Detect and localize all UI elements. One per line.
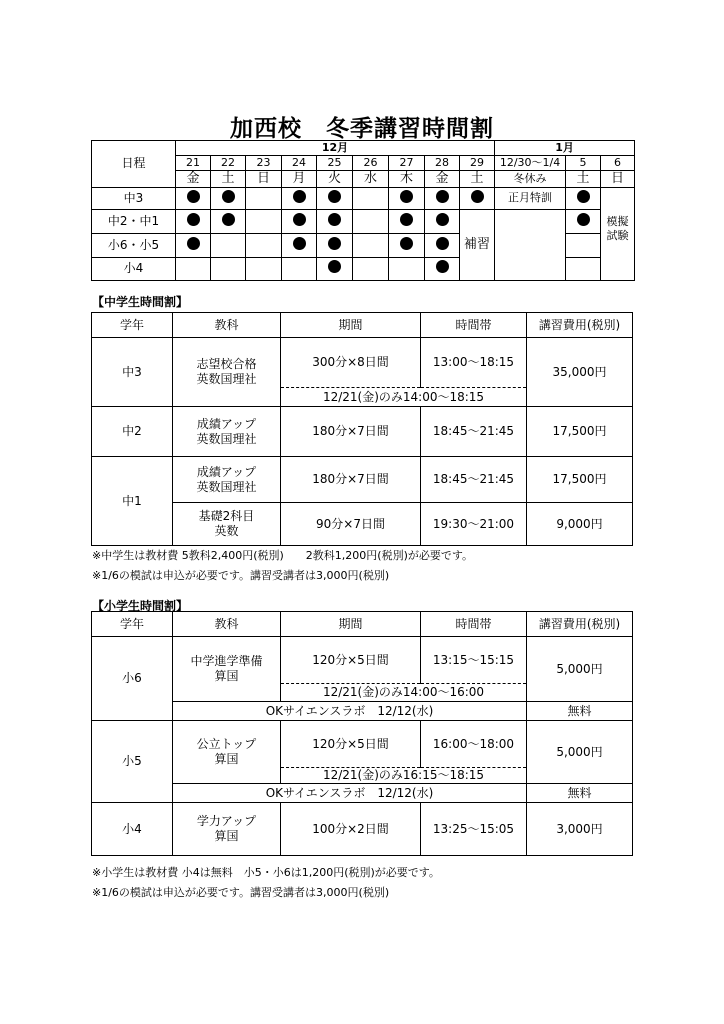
header-period: 期間 <box>281 313 421 338</box>
date-cell: 6 <box>601 155 635 170</box>
period-cell: 120分×5日間 <box>281 721 421 768</box>
schedule-cell <box>246 257 282 280</box>
time-cell: 18:45～21:45 <box>421 457 527 503</box>
subject-cell: 公立トップ 算国 <box>173 721 281 784</box>
new-year-intensive: 正月特訓 <box>495 187 566 209</box>
class-day-dot <box>222 213 235 226</box>
time-cell: 13:15～15:15 <box>421 637 527 684</box>
schedule-cell <box>566 233 601 257</box>
schedule-cell <box>389 233 425 257</box>
supplementary-lesson: 補習 <box>460 209 495 280</box>
grade-label: 小6・小5 <box>92 233 176 257</box>
schedule-cell <box>211 187 246 209</box>
class-day-dot <box>436 260 449 273</box>
schedule-cell <box>246 209 282 233</box>
date-cell: 12/30～1/4 <box>495 155 566 170</box>
winter-break-cell <box>495 209 566 280</box>
weekday-cell: 土 <box>460 170 495 187</box>
month-january: 1月 <box>495 141 635 156</box>
fee-cell: 17,500円 <box>527 407 633 457</box>
fee-cell: 無料 <box>527 702 633 721</box>
weekday-cell: 金 <box>425 170 460 187</box>
subject-cell: 成績アップ 英数国理社 <box>173 407 281 457</box>
schedule-cell <box>389 209 425 233</box>
schedule-cell <box>353 233 389 257</box>
schedule-cell <box>353 209 389 233</box>
month-december: 12月 <box>176 141 495 156</box>
grade-cell: 小6 <box>92 637 173 721</box>
date-cell: 5 <box>566 155 601 170</box>
weekday-cell: 水 <box>353 170 389 187</box>
schedule-cell <box>566 187 601 209</box>
fee-cell: 17,500円 <box>527 457 633 503</box>
schedule-cell <box>425 209 460 233</box>
fee-cell: 5,000円 <box>527 637 633 702</box>
time-cell: 13:00～18:15 <box>421 338 527 388</box>
schedule-cell <box>246 187 282 209</box>
weekday-cell: 日 <box>246 170 282 187</box>
header-fee: 講習費用(税別) <box>527 612 633 637</box>
elementary-heading: 【小学生時間割】 <box>92 599 189 613</box>
class-day-dot <box>436 190 449 203</box>
schedule-cell <box>317 233 353 257</box>
schedule-cell <box>425 233 460 257</box>
fee-cell: 5,000円 <box>527 721 633 784</box>
schedule-cell <box>282 257 317 280</box>
middle-note-mock-exam: ※1/6の模試は申込が必要です。講習受講者は3,000円(税別) <box>92 569 390 582</box>
class-day-dot <box>222 190 235 203</box>
schedule-cell <box>566 209 601 233</box>
weekday-cell: 土 <box>566 170 601 187</box>
period-cell: 120分×5日間 <box>281 637 421 684</box>
time-cell: 16:00～18:00 <box>421 721 527 768</box>
weekday-cell: 火 <box>317 170 353 187</box>
date-cell: 26 <box>353 155 389 170</box>
elementary-note-mock-exam: ※1/6の模試は申込が必要です。講習受講者は3,000円(税別) <box>92 886 390 899</box>
schedule-cell <box>211 233 246 257</box>
period-cell: 180分×7日間 <box>281 407 421 457</box>
schedule-cell <box>176 257 211 280</box>
subject-cell: 志望校合格 英数国理社 <box>173 338 281 407</box>
schedule-cell <box>317 209 353 233</box>
middle-school-table <box>91 312 633 546</box>
schedule-cell <box>389 187 425 209</box>
schedule-cell <box>246 233 282 257</box>
period-cell: 180分×7日間 <box>281 457 421 503</box>
header-grade: 学年 <box>92 313 173 338</box>
subject-cell: 成績アップ 英数国理社 <box>173 457 281 503</box>
time-cell: 18:45～21:45 <box>421 407 527 457</box>
schedule-cell <box>425 187 460 209</box>
class-day-dot <box>328 213 341 226</box>
elementary-note-materials: ※小学生は教材費 小4は無料 小5・小6は1,200円(税別)が必要です。 <box>92 866 440 879</box>
schedule-cell <box>601 187 635 209</box>
class-day-dot <box>293 237 306 250</box>
date-cell: 29 <box>460 155 495 170</box>
class-day-dot <box>328 190 341 203</box>
grade-cell: 中3 <box>92 338 173 407</box>
header-grade: 学年 <box>92 612 173 637</box>
weekday-cell: 木 <box>389 170 425 187</box>
schedule-cell <box>282 209 317 233</box>
schedule-cell <box>176 233 211 257</box>
schedule-label: 日程 <box>92 141 176 188</box>
fee-cell: 無料 <box>527 784 633 803</box>
time-cell: 13:25～15:05 <box>421 803 527 856</box>
schedule-cell <box>353 257 389 280</box>
fee-cell: 35,000円 <box>527 338 633 407</box>
header-fee: 講習費用(税別) <box>527 313 633 338</box>
fee-cell: 9,000円 <box>527 503 633 546</box>
time-cell: 19:30～21:00 <box>421 503 527 546</box>
date-cell: 22 <box>211 155 246 170</box>
schedule-cell <box>566 257 601 280</box>
class-day-dot <box>293 190 306 203</box>
date-cell: 21 <box>176 155 211 170</box>
class-day-dot <box>328 260 341 273</box>
subject-cell: 学力アップ 算国 <box>173 803 281 856</box>
class-day-dot <box>471 190 484 203</box>
class-day-dot <box>187 190 200 203</box>
grade-label: 中3 <box>92 187 176 209</box>
date-cell: 27 <box>389 155 425 170</box>
weekday-cell: 土 <box>211 170 246 187</box>
mock-exam: 模擬 試験 <box>601 209 635 280</box>
middle-school-heading: 【中学生時間割】 <box>92 295 189 309</box>
period-cell: 300分×8日間 <box>281 338 421 388</box>
grade-label: 小4 <box>92 257 176 280</box>
class-day-dot <box>187 237 200 250</box>
class-day-dot <box>577 190 590 203</box>
schedule-cell <box>211 257 246 280</box>
middle-note-materials: ※中学生は教材費 5教科2,400円(税別) 2教科1,200円(税別)が必要です。 <box>92 549 473 562</box>
header-subject: 教科 <box>173 313 281 338</box>
weekday-cell: 日 <box>601 170 635 187</box>
class-day-dot <box>436 237 449 250</box>
class-day-dot <box>400 213 413 226</box>
weekday-cell: 金 <box>176 170 211 187</box>
grade-cell: 小5 <box>92 721 173 803</box>
schedule-cell <box>353 187 389 209</box>
special-time-note: 12/21(金)のみ14:00～16:00 <box>281 684 527 702</box>
fee-cell: 3,000円 <box>527 803 633 856</box>
class-day-dot <box>400 190 413 203</box>
schedule-calendar <box>91 140 635 281</box>
class-day-dot <box>577 213 590 226</box>
grade-cell: 中2 <box>92 407 173 457</box>
date-cell: 25 <box>317 155 353 170</box>
page-title: 加西校 冬季講習時間割 <box>230 116 494 142</box>
science-lab-event: OKサイエンスラボ 12/12(水) <box>173 702 527 721</box>
subject-cell: 中学進学準備 算国 <box>173 637 281 702</box>
science-lab-event: OKサイエンスラボ 12/12(水) <box>173 784 527 803</box>
class-day-dot <box>187 213 200 226</box>
schedule-cell <box>389 257 425 280</box>
schedule-cell <box>460 187 495 209</box>
class-day-dot <box>400 237 413 250</box>
schedule-cell <box>211 209 246 233</box>
subject-cell: 基礎2科目 英数 <box>173 503 281 546</box>
schedule-cell <box>282 233 317 257</box>
schedule-cell <box>282 187 317 209</box>
period-cell: 100分×2日間 <box>281 803 421 856</box>
special-time-note: 12/21(金)のみ16:15～18:15 <box>281 768 527 784</box>
elementary-table <box>91 611 633 856</box>
header-period: 期間 <box>281 612 421 637</box>
class-day-dot <box>436 213 449 226</box>
date-cell: 23 <box>246 155 282 170</box>
schedule-cell <box>176 187 211 209</box>
class-day-dot <box>293 213 306 226</box>
header-subject: 教科 <box>173 612 281 637</box>
period-cell: 90分×7日間 <box>281 503 421 546</box>
schedule-cell <box>425 257 460 280</box>
grade-cell: 小4 <box>92 803 173 856</box>
weekday-cell: 冬休み <box>495 170 566 187</box>
schedule-cell <box>176 209 211 233</box>
header-time: 時間帯 <box>421 313 527 338</box>
date-cell: 24 <box>282 155 317 170</box>
schedule-cell <box>317 187 353 209</box>
weekday-cell: 月 <box>282 170 317 187</box>
grade-cell: 中1 <box>92 457 173 546</box>
header-time: 時間帯 <box>421 612 527 637</box>
class-day-dot <box>328 237 341 250</box>
special-time-note: 12/21(金)のみ14:00～18:15 <box>281 388 527 407</box>
date-cell: 28 <box>425 155 460 170</box>
grade-label: 中2・中1 <box>92 209 176 233</box>
schedule-cell <box>317 257 353 280</box>
